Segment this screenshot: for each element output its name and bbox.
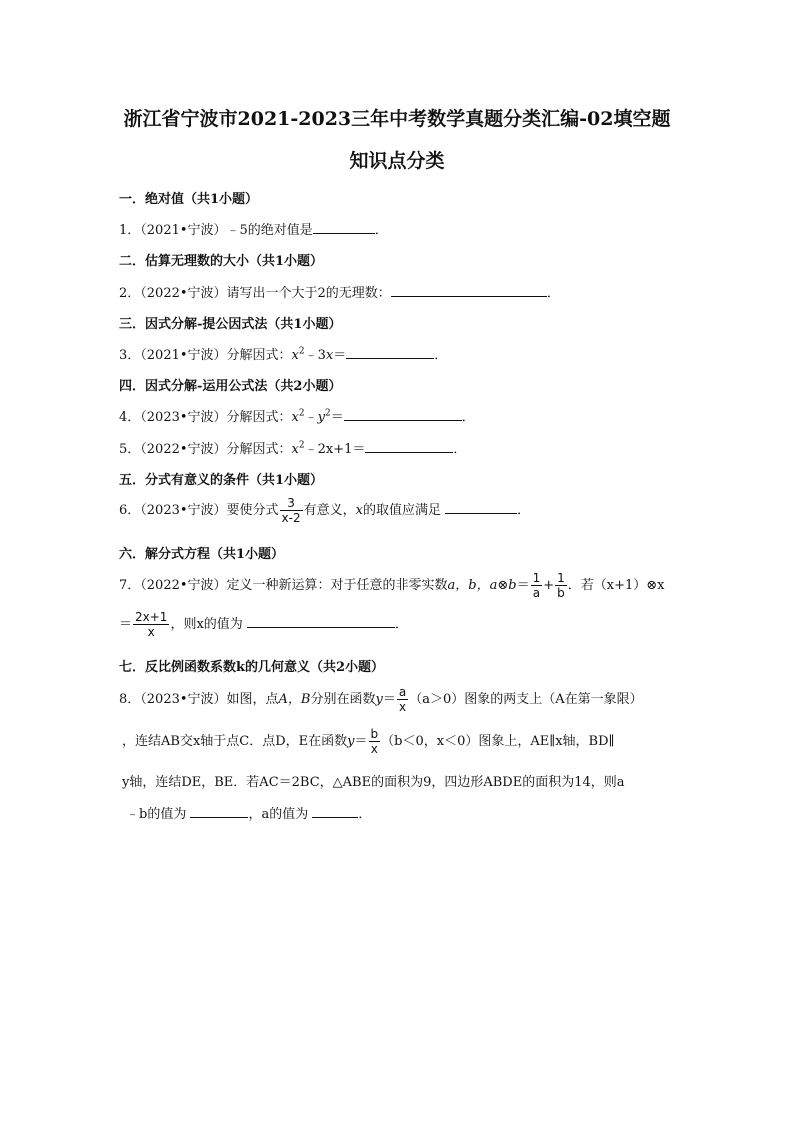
answer-blank[interactable]: [365, 440, 453, 453]
question-6-prefix: 6．（2023•宁波）: [119, 503, 227, 518]
question-3-end: ．: [434, 348, 448, 363]
question-4-text: 分解因式：: [226, 410, 292, 425]
section-heading-6: 六．解分式方程（共1小题）: [119, 547, 285, 562]
question-2-end: ．: [546, 286, 560, 301]
question-8-text: ，a的值为: [248, 807, 309, 822]
section-heading-1: 一．绝对值（共1小题）: [119, 192, 259, 207]
exponent: 2: [298, 440, 305, 451]
math-variable-x: x: [291, 442, 299, 457]
question-3-prefix: 3．（2021•宁波）: [119, 348, 227, 363]
math-variable-x: x: [291, 410, 299, 425]
question-1-prefix: 1．（2021•宁波）: [119, 223, 227, 238]
question-5: [119, 438, 466, 457]
math-expression: ﹣2x+1＝: [304, 442, 366, 457]
question-8-line-2: [122, 727, 615, 756]
fraction-denominator: x: [147, 625, 155, 639]
question-2: [119, 282, 560, 301]
math-equals: ＝: [354, 734, 368, 749]
answer-blank[interactable]: [445, 501, 517, 514]
fraction-numerator: 3: [280, 496, 303, 511]
question-8-text: （b＜0，x＜0）图象上，AE∥x轴，BD∥: [381, 734, 615, 749]
math-expression: x: [325, 348, 334, 363]
math-equals: ＝: [516, 578, 530, 593]
question-4-end: ．: [461, 410, 475, 425]
fraction-numerator: b: [370, 727, 379, 741]
question-2-text: 请写出一个大于2的无理数：: [226, 286, 391, 301]
question-7-prefix: 7．（2022•宁波）: [119, 578, 227, 593]
answer-blank[interactable]: [391, 284, 547, 297]
question-8-line-4: [126, 803, 371, 822]
section-heading-3: 三．因式分解-提公因式法（共1小题）: [119, 317, 342, 332]
fraction: [397, 685, 408, 714]
question-8-text: 分别在函数: [310, 692, 376, 707]
math-variables: A，B: [278, 692, 311, 707]
question-7-text: 定义一种新运算：对于任意的非零实数: [226, 578, 448, 593]
math-expression: x: [291, 348, 299, 363]
question-8-end: ．: [358, 807, 372, 822]
math-variable-x: x: [355, 503, 363, 518]
fraction-numerator: 1: [557, 571, 565, 585]
fraction-denominator: a: [532, 586, 541, 600]
fraction-denominator: x: [399, 700, 407, 714]
question-8-text: （a＞0）图象的两支上（A在第一象限）: [409, 692, 643, 707]
math-variable-y: y: [317, 410, 325, 425]
question-6-end: ．: [517, 503, 531, 518]
math-equals: ＝: [119, 617, 133, 632]
document-title: 浙江省宁波市2021-2023三年中考数学真题分类汇编-02填空题: [123, 108, 671, 130]
question-1-text: ﹣5的绝对值是: [226, 223, 313, 238]
question-7-text: ．若（x+1）⊗x: [567, 578, 665, 593]
question-7-end: ．: [394, 617, 408, 632]
question-6: [119, 496, 530, 525]
question-8-line-3: [122, 771, 625, 790]
question-8-text: 8．（2023•宁波）如图，点: [119, 692, 279, 707]
question-1-end: ．: [374, 223, 388, 238]
section-heading-2: 二．估算无理数的大小（共1小题）: [119, 254, 324, 269]
exponent: 2: [325, 408, 331, 419]
question-8-text: ﹣b的值为: [126, 807, 187, 822]
question-8-line-1: [119, 685, 643, 714]
question-6-text: 的取值应满足: [362, 503, 441, 518]
document-subtitle: 知识点分类: [349, 150, 445, 172]
fraction-denominator: x-2: [281, 511, 301, 525]
question-5-end: ．: [453, 442, 467, 457]
math-plus: +: [543, 578, 555, 593]
question-4: [119, 406, 475, 425]
exponent: 2: [298, 408, 305, 419]
math-variable-y: y: [375, 692, 383, 707]
question-4-prefix: 4．（2023•宁波）: [119, 410, 227, 425]
fraction-denominator: x: [370, 742, 378, 756]
section-heading-7: 七．反比例函数系数k的几何意义（共2小题）: [119, 660, 385, 675]
math-equals: ＝: [382, 692, 396, 707]
answer-blank[interactable]: [344, 408, 462, 421]
answer-blank[interactable]: [312, 805, 358, 818]
question-5-text: 分解因式：: [226, 442, 292, 457]
fraction-denominator: b: [557, 586, 565, 600]
math-variables: a，b，a⊗b: [447, 578, 517, 593]
section-heading-4: 四．因式分解-运用公式法（共2小题）: [119, 379, 342, 394]
fraction: [280, 496, 303, 525]
question-8-text: y轴，连结DE，BE．若AC＝2BC，△ABE的面积为9，四边形ABDE的面积为14，则a: [122, 775, 625, 790]
question-7-line-2: [119, 610, 408, 639]
question-5-prefix: 5．（2022•宁波）: [119, 442, 227, 457]
fraction: [531, 571, 543, 600]
fraction-numerator: 1: [532, 571, 541, 585]
question-7-line-1: [119, 571, 665, 600]
answer-blank[interactable]: [190, 805, 248, 818]
answer-blank[interactable]: [346, 346, 434, 359]
question-6-text: 有意义，: [303, 503, 356, 518]
math-expression: ﹣3: [304, 348, 326, 363]
math-variable-y: y: [347, 734, 355, 749]
fraction-numerator: 2x+1: [135, 610, 168, 624]
exponent: 2: [298, 346, 305, 357]
question-7-text: ，则x的值为: [170, 617, 243, 632]
question-1: [119, 219, 388, 238]
math-equals: ＝: [333, 348, 347, 363]
fraction: [369, 727, 381, 756]
fraction-numerator: a: [398, 685, 407, 699]
fraction: [555, 571, 567, 600]
question-6-text: 要使分式: [226, 503, 279, 518]
answer-blank[interactable]: [247, 615, 395, 628]
math-equals: ＝: [330, 410, 344, 425]
answer-blank[interactable]: [313, 221, 375, 234]
math-minus: ﹣: [304, 410, 318, 425]
question-3-text: 分解因式：: [226, 348, 292, 363]
question-3: [119, 344, 447, 363]
fraction: [133, 610, 169, 639]
question-8-text: ，连结AB交x轴于点C．点D，E在函数: [122, 734, 348, 749]
section-heading-5: 五．分式有意义的条件（共1小题）: [119, 473, 324, 488]
question-2-prefix: 2．（2022•宁波）: [119, 286, 227, 301]
